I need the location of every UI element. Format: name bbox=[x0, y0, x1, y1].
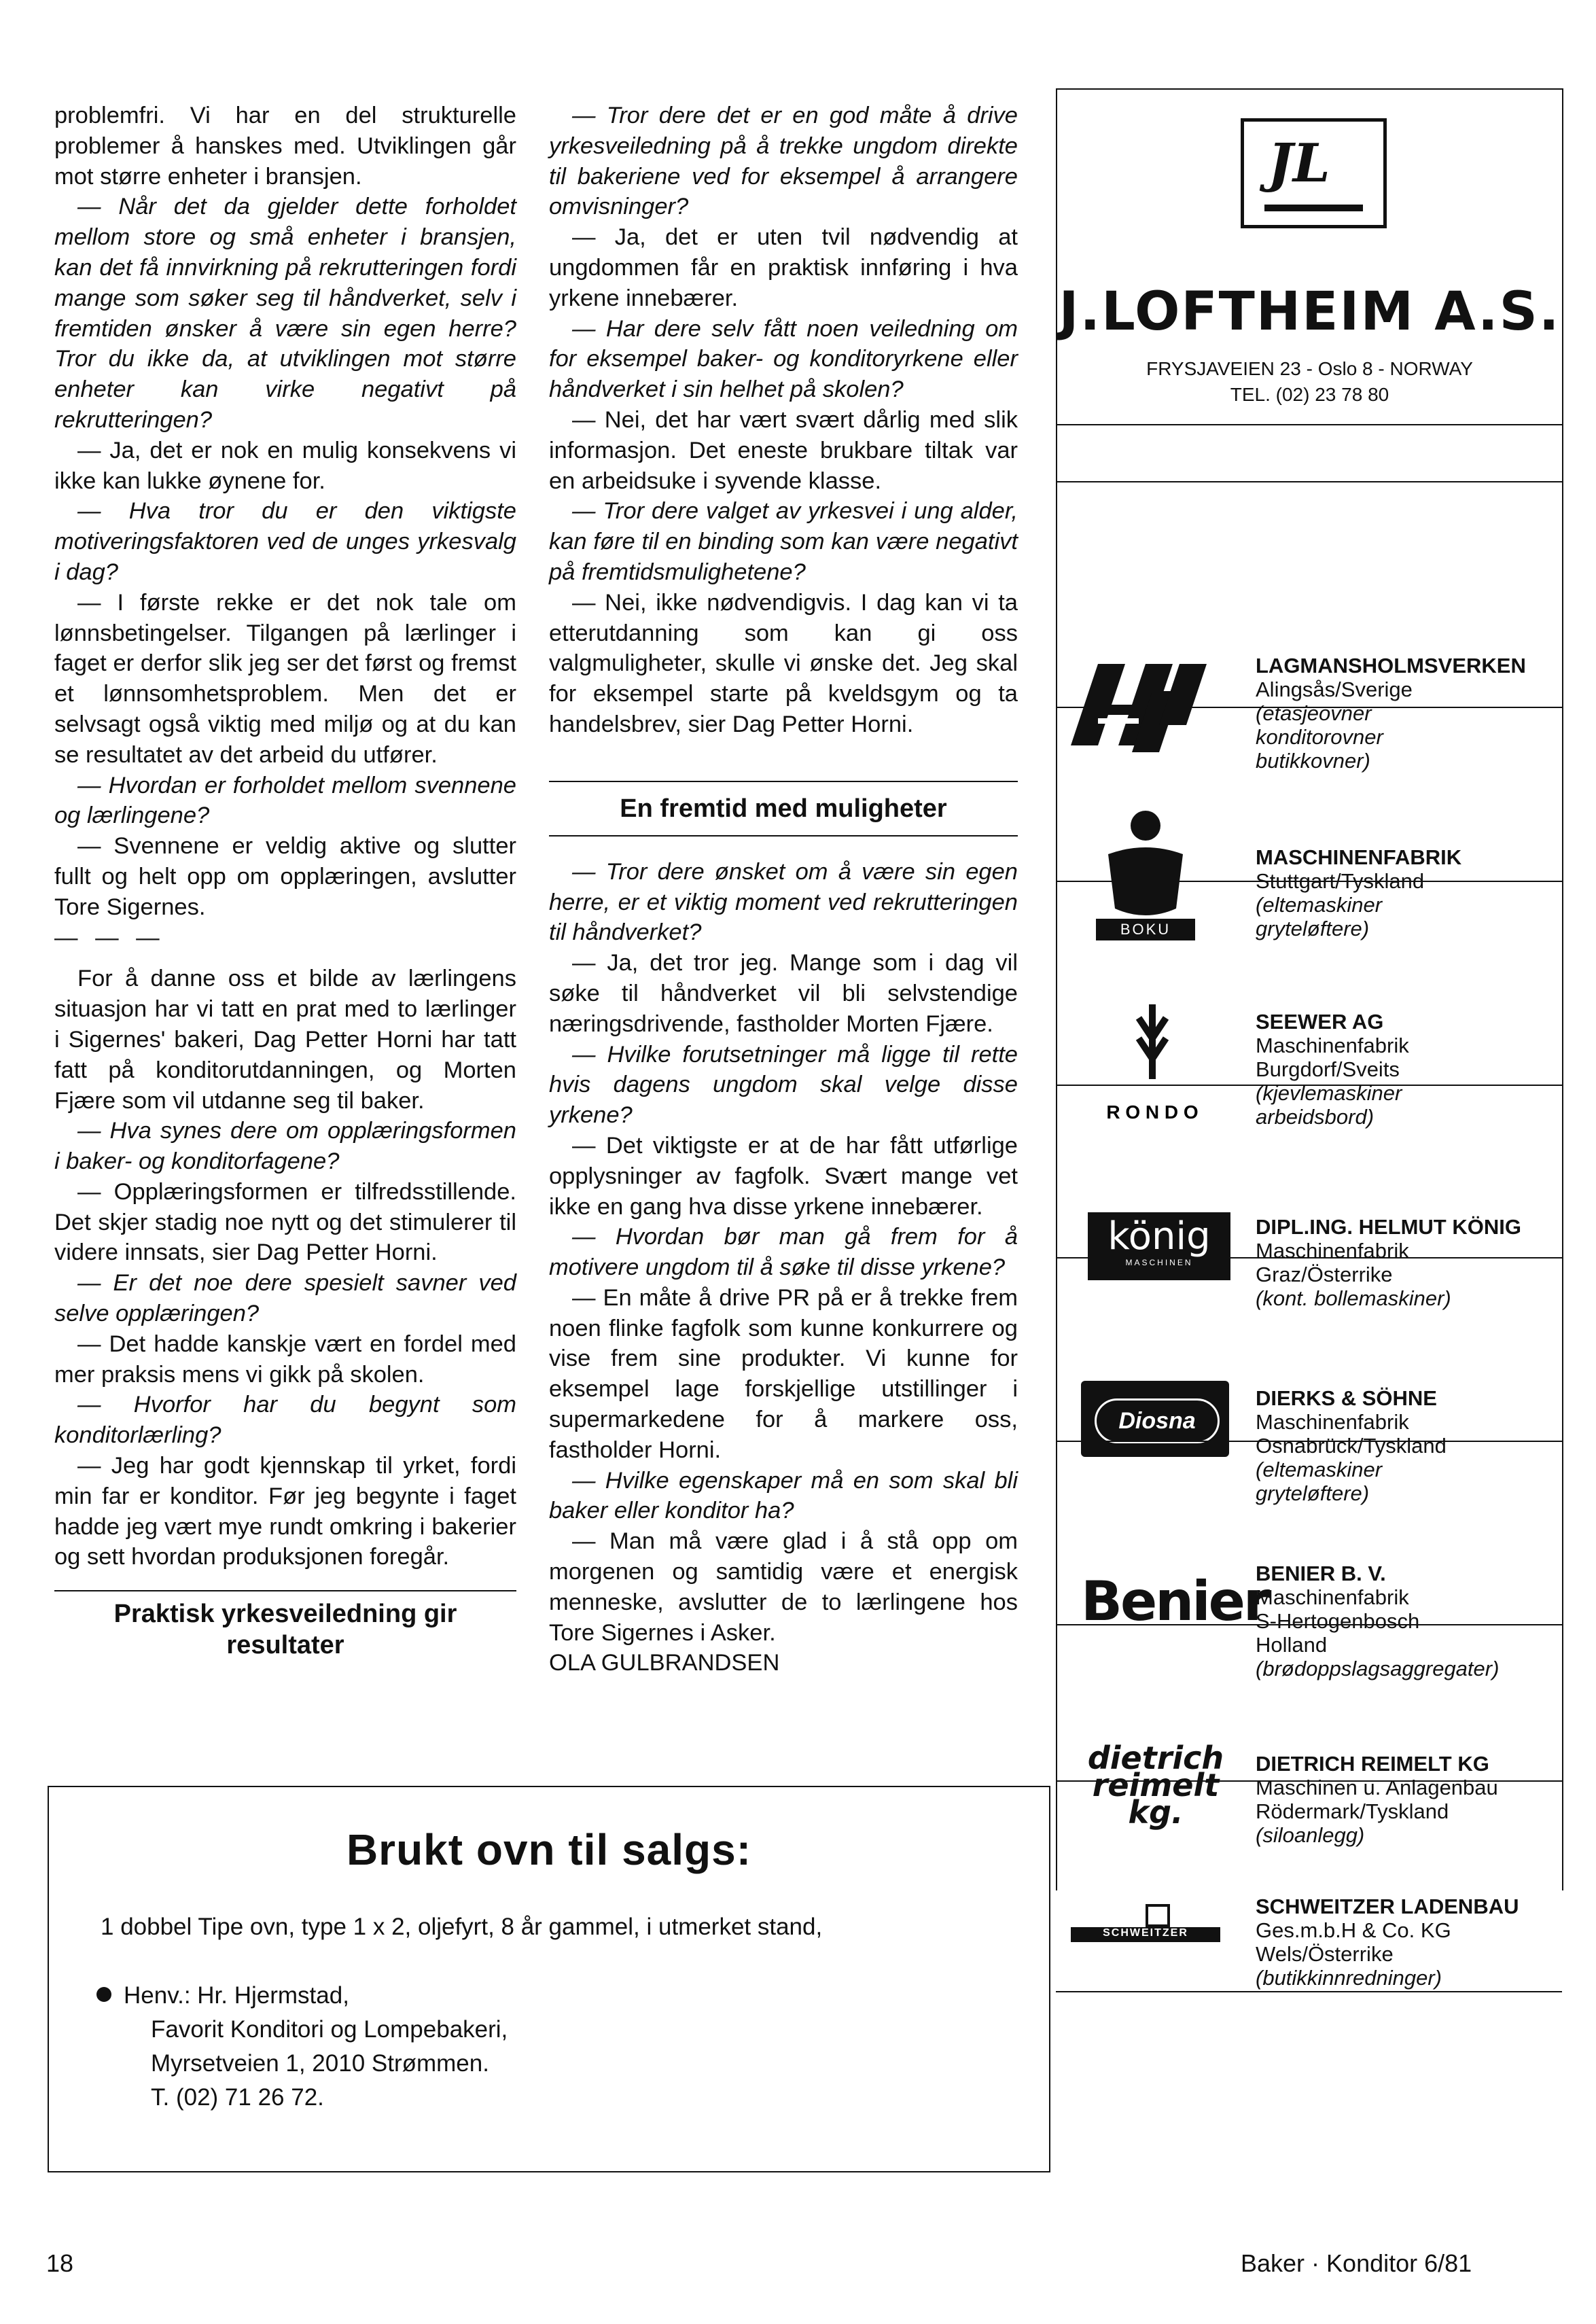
supplier-text bbox=[1256, 1215, 1521, 1310]
page-number: 18 bbox=[46, 2249, 74, 2277]
reimelt-logo: dietrich reimelt kg. bbox=[1087, 1740, 1224, 1831]
supplier-text bbox=[1256, 845, 1461, 940]
divider bbox=[1056, 707, 1562, 708]
supplier-line: Burgdorf/Sveits bbox=[1256, 1057, 1400, 1081]
supplier-products: (etasjeovner bbox=[1256, 701, 1372, 725]
supplier-products: konditorovner bbox=[1256, 725, 1383, 749]
supplier-products: gryteløftere) bbox=[1256, 1481, 1370, 1505]
supplier-sidebar bbox=[1056, 88, 1563, 1990]
section-heading-fremtid: En fremtid med muligheter bbox=[620, 794, 947, 823]
supplier-text bbox=[1256, 1386, 1447, 1505]
supplier-text bbox=[1256, 1895, 1519, 1990]
divider bbox=[1056, 1257, 1562, 1258]
supplier-products: gryteløftere) bbox=[1256, 917, 1370, 940]
text-paragraph: — Ja, det er nok en mulig konsekvens vi ikke kan lukke øynene for. bbox=[54, 437, 516, 494]
text-paragraph: — En måte å drive PR på er å trekke frem noen flinke fagfolk som kunne konkurrere og vise frem sine produkter. Vi kunne for eksempel lage forskjellige utstillinger i supermarkedene for å markere oss, fastholder Horni. bbox=[549, 1284, 1018, 1463]
logo-bar bbox=[1264, 205, 1363, 211]
schweitzer-logo-text: SCHWEITZER bbox=[1071, 1927, 1220, 1942]
question-paragraph: — Tror dere valget av yrkesvei i ung alder, kan føre til en binding som kan være negativt på fremtidsmulighetene? bbox=[549, 498, 1018, 585]
ad-title: Brukt ovn til salgs: bbox=[346, 1825, 752, 1874]
ad-contact-line: T. (02) 71 26 72. bbox=[151, 2084, 324, 2111]
schweitzer-square-icon bbox=[1146, 1904, 1170, 1927]
ad-contact-line: Myrsetveien 1, 2010 Strømmen. bbox=[151, 2050, 489, 2077]
divider bbox=[1056, 1991, 1562, 1992]
diosna-logo bbox=[1081, 1381, 1229, 1457]
question-paragraph: — Når det da gjelder dette forholdet mellom store og små enheter i bransjen, kan det få innvirkning på rekrutteringen fordi mange som søker seg til håndverket, selv i fremtiden ønsker å være sin egen herre? Tror du ikke da, at utviklingen mot større enheter kan virke negativt på rekrutteringen? bbox=[54, 194, 516, 433]
text-paragraph: — Svennene er veldig aktive og slutter fullt og helt opp om opplæringen, avslutter Tore Sigernes. bbox=[54, 833, 516, 920]
supplier-line: Wels/Österrike bbox=[1256, 1942, 1394, 1966]
ad-contact-line: Favorit Konditori og Lompebakeri, bbox=[151, 2016, 508, 2043]
supplier-name: DIPL.ING. HELMUT KÖNIG bbox=[1256, 1215, 1521, 1239]
supplier-text bbox=[1256, 1010, 1409, 1129]
supplier-line: Alingsås/Sverige bbox=[1256, 677, 1413, 701]
divider bbox=[1056, 1780, 1562, 1782]
text-paragraph: — Det viktigste er at de har fått utførlige opplysninger av fagfolk. Svært mange vet ikke en gang hva disse yrkene innebærer. bbox=[549, 1132, 1018, 1220]
supplier-name: SEEWER AG bbox=[1256, 1010, 1384, 1034]
supplier-line: Maschinenfabrik bbox=[1256, 1585, 1409, 1609]
supplier-products: (kjevlemaskiner bbox=[1256, 1081, 1402, 1105]
text-paragraph: problemfri. Vi har en del strukturelle problemer å hanskes med. Utviklingen går mot større enheter i bransjen. bbox=[54, 103, 516, 190]
supplier-products: arbeidsbord) bbox=[1256, 1105, 1375, 1129]
question-paragraph: — Er det noe dere spesielt savner ved selve opplæringen? bbox=[54, 1270, 516, 1327]
phone-line: TEL. (02) 23 78 80 bbox=[1230, 384, 1389, 405]
supplier-line: Maschinenfabrik bbox=[1256, 1034, 1409, 1057]
supplier-line: Osnabrück/Tyskland bbox=[1256, 1434, 1447, 1458]
loftheim-logo bbox=[1241, 118, 1387, 228]
supplier-products: (kont. bollemaskiner) bbox=[1256, 1286, 1451, 1310]
supplier-line: Maschinen u. Anlagenbau bbox=[1256, 1776, 1498, 1799]
text-paragraph: — Ja, det er uten tvil nødvendig at ungdommen får en praktisk innføring i hva yrkene innebærer. bbox=[549, 224, 1018, 311]
divider bbox=[1056, 1441, 1562, 1442]
loftheim-monogram: JL bbox=[1268, 133, 1330, 194]
question-paragraph: — Hvordan er forholdet mellom svennene og lærlingene? bbox=[54, 772, 516, 829]
supplier-name: BENIER B. V. bbox=[1256, 1562, 1386, 1585]
supplier-products: (brødoppslagsaggregater) bbox=[1256, 1657, 1500, 1680]
question-paragraph: — Hva synes dere om opplæringsformen i baker- og konditorfagene? bbox=[54, 1118, 516, 1175]
lh-logo-icon bbox=[1071, 650, 1227, 759]
supplier-line: S-Hertogenbosch bbox=[1256, 1609, 1420, 1633]
classified-ad bbox=[48, 1786, 1050, 2172]
text-paragraph: — Det hadde kanskje vært en fordel med mer praksis mens vi gikk på skolen. bbox=[54, 1331, 516, 1388]
benier-logo: Benier bbox=[1081, 1570, 1269, 1633]
empty-panel bbox=[1057, 424, 1562, 482]
supplier-line: Ges.m.b.H & Co. KG bbox=[1256, 1918, 1451, 1942]
supplier-name: LAGMANSHOLMSVERKEN bbox=[1256, 654, 1526, 677]
magazine-issue: Baker · Konditor 6/81 bbox=[1241, 2249, 1472, 2277]
supplier-name: SCHWEITZER LADENBAU bbox=[1256, 1895, 1519, 1918]
divider bbox=[1056, 881, 1562, 882]
rondo-logo-icon bbox=[1084, 998, 1220, 1127]
konig-logo-sub: MASCHINEN bbox=[1125, 1258, 1193, 1267]
text-paragraph: — Jeg har godt kjennskap til yrket, fordi min far er konditor. Før jeg begynte i faget hadde jeg vært mye rundt omkring i bakerier og sett hvordan produksjonen foregår. bbox=[54, 1453, 516, 1570]
supplier-line: Stuttgart/Tyskland bbox=[1256, 869, 1425, 893]
col2-paragraphs-2 bbox=[549, 857, 1018, 1649]
supplier-products: (eltemaskiner bbox=[1256, 1458, 1383, 1481]
diosna-logo-text: Diosna bbox=[1095, 1398, 1220, 1443]
supplier-line: Maschinenfabrik bbox=[1256, 1410, 1409, 1434]
article-column-1 bbox=[54, 101, 516, 1661]
bullet-icon bbox=[96, 1987, 111, 2002]
question-paragraph: — Hvorfor har du begynt som konditorlærling? bbox=[54, 1392, 516, 1449]
article-column-2 bbox=[549, 101, 1018, 1678]
supplier-products: butikkovner) bbox=[1256, 749, 1370, 773]
supplier-entry-lagmansholm bbox=[1057, 497, 1562, 796]
supplier-products: (eltemaskiner bbox=[1256, 893, 1383, 917]
supplier-name: DIERKS & SÖHNE bbox=[1256, 1386, 1437, 1410]
supplier-text bbox=[1256, 654, 1526, 773]
address-line: FRYSJAVEIEN 23 - Oslo 8 - NORWAY bbox=[1146, 358, 1473, 379]
question-paragraph: — Hvilke forutsetninger må ligge til rette hvis dagens ungdom skal velge disse yrkene? bbox=[549, 1041, 1018, 1129]
col1-paragraphs bbox=[54, 101, 516, 923]
col2-paragraphs bbox=[549, 101, 1018, 740]
section-separator: — — — bbox=[54, 924, 165, 951]
question-paragraph: — Hvilke egenskaper må en som skal bli baker eller konditor ha? bbox=[549, 1467, 1018, 1524]
text-paragraph: — I første rekke er det nok tale om lønnsbetingelser. Tilgangen på lærlinger i faget er derfor slik jeg ser det først og fremst et lønnsomhetsproblem. Men det er selvsagt også viktig med miljø og at du kan se resultatet av det arbeid du utfører. bbox=[54, 589, 516, 768]
text-paragraph: — Ja, det tror jeg. Mange som i dag vil søke til håndverket vil bli selvstendige næringsdrivende, fastholder Morten Fjære. bbox=[549, 950, 1018, 1037]
boku-logo-icon bbox=[1095, 807, 1196, 943]
text-paragraph: — Nei, det har vært svært dårlig med slik informasjon. Det eneste brukbare tiltak var en arbeidsuke i syvende klasse. bbox=[549, 406, 1018, 494]
supplier-products: (butikkinnredninger) bbox=[1256, 1966, 1442, 1990]
divider bbox=[1056, 1624, 1562, 1625]
text-paragraph: — Nei, ikke nødvendigvis. I dag kan vi ta etterutdanning som kan gi oss valgmuligheter, skulle vi ønske det. Jeg skal for eksempel starte på kveldsgym og ta handelsbrev, sier Dag Petter Horni. bbox=[549, 589, 1018, 737]
ad-contact bbox=[124, 1979, 508, 2115]
supplier-name: DIETRICH REIMELT KG bbox=[1256, 1752, 1489, 1776]
divider bbox=[1056, 1085, 1562, 1086]
question-paragraph: — Tror dere ønsket om å være sin egen herre, er et viktig moment ved rekrutteringen til håndverket? bbox=[549, 858, 1018, 946]
supplier-text bbox=[1256, 1752, 1498, 1847]
text-paragraph: — Man må være glad i å stå opp om morgenen og samtidig være et energisk menneske, avslutter de to lærlingene hos Tore Sigernes i Asker. bbox=[549, 1528, 1018, 1646]
text-paragraph: — Opplæringsformen er tilfredsstillende. Det skjer stadig noe nytt og det stimulerer til videre innsats, sier Dag Petter Horni. bbox=[54, 1178, 516, 1266]
question-paragraph: — Tror dere det er en god måte å drive yrkesveiledning på å trekke ungdom direkte til bakeriene ved for eksempel å arrangere omvisninger? bbox=[549, 103, 1018, 220]
supplier-text bbox=[1256, 1562, 1499, 1680]
text-paragraph: For å danne oss et bilde av lærlingens situasjon har vi tatt en prat med to lærlinger i Sigernes' bakeri, Dag Petter Horni har tatt fatt på konditorutdanningen, og Morten Fjære som vil utdanne seg til baker. bbox=[54, 966, 516, 1114]
question-paragraph: — Hvordan bør man gå frem for å motivere ungdom til å søke til disse yrkene? bbox=[549, 1224, 1018, 1281]
supplier-line: Graz/Österrike bbox=[1256, 1263, 1393, 1286]
col1-paragraphs-2 bbox=[54, 964, 516, 1572]
loftheim-name: J.LOFTHEIM A.S. bbox=[1059, 281, 1561, 342]
loftheim-address bbox=[1057, 356, 1562, 408]
loftheim-panel bbox=[1057, 90, 1562, 425]
supplier-line: Holland bbox=[1256, 1633, 1328, 1657]
supplier-products: (siloanlegg) bbox=[1256, 1823, 1365, 1847]
ad-contact-line: Henv.: Hr. Hjermstad, bbox=[124, 1982, 349, 2009]
konig-logo bbox=[1088, 1212, 1230, 1280]
supplier-line: Maschinenfabrik bbox=[1256, 1239, 1409, 1263]
question-paragraph: — Hva tror du er den viktigste motiveringsfaktoren ved de unges yrkesvalg i dag? bbox=[54, 498, 516, 585]
ad-description: 1 dobbel Tipe ovn, type 1 x 2, oljefyrt, 8 år gammel, i utmerket stand, bbox=[101, 1914, 823, 1940]
question-paragraph: — Har dere selv fått noen veiledning om for eksempel baker- og konditoryrkene eller håndverket i sin helhet på skolen? bbox=[549, 315, 1018, 403]
rondo-label: R O N D O bbox=[1106, 1102, 1199, 1123]
schweitzer-logo bbox=[1071, 1904, 1227, 1952]
supplier-line: Rödermark/Tyskland bbox=[1256, 1799, 1449, 1823]
supplier-name: MASCHINENFABRIK bbox=[1256, 845, 1462, 869]
author-signature: OLA GULBRANDSEN bbox=[549, 1650, 780, 1676]
section-heading-praktisk: Praktisk yrkesveiledning gir resultater bbox=[113, 1600, 457, 1660]
konig-logo-text: könig bbox=[1107, 1214, 1211, 1258]
boku-label: BOKU bbox=[1120, 921, 1171, 938]
